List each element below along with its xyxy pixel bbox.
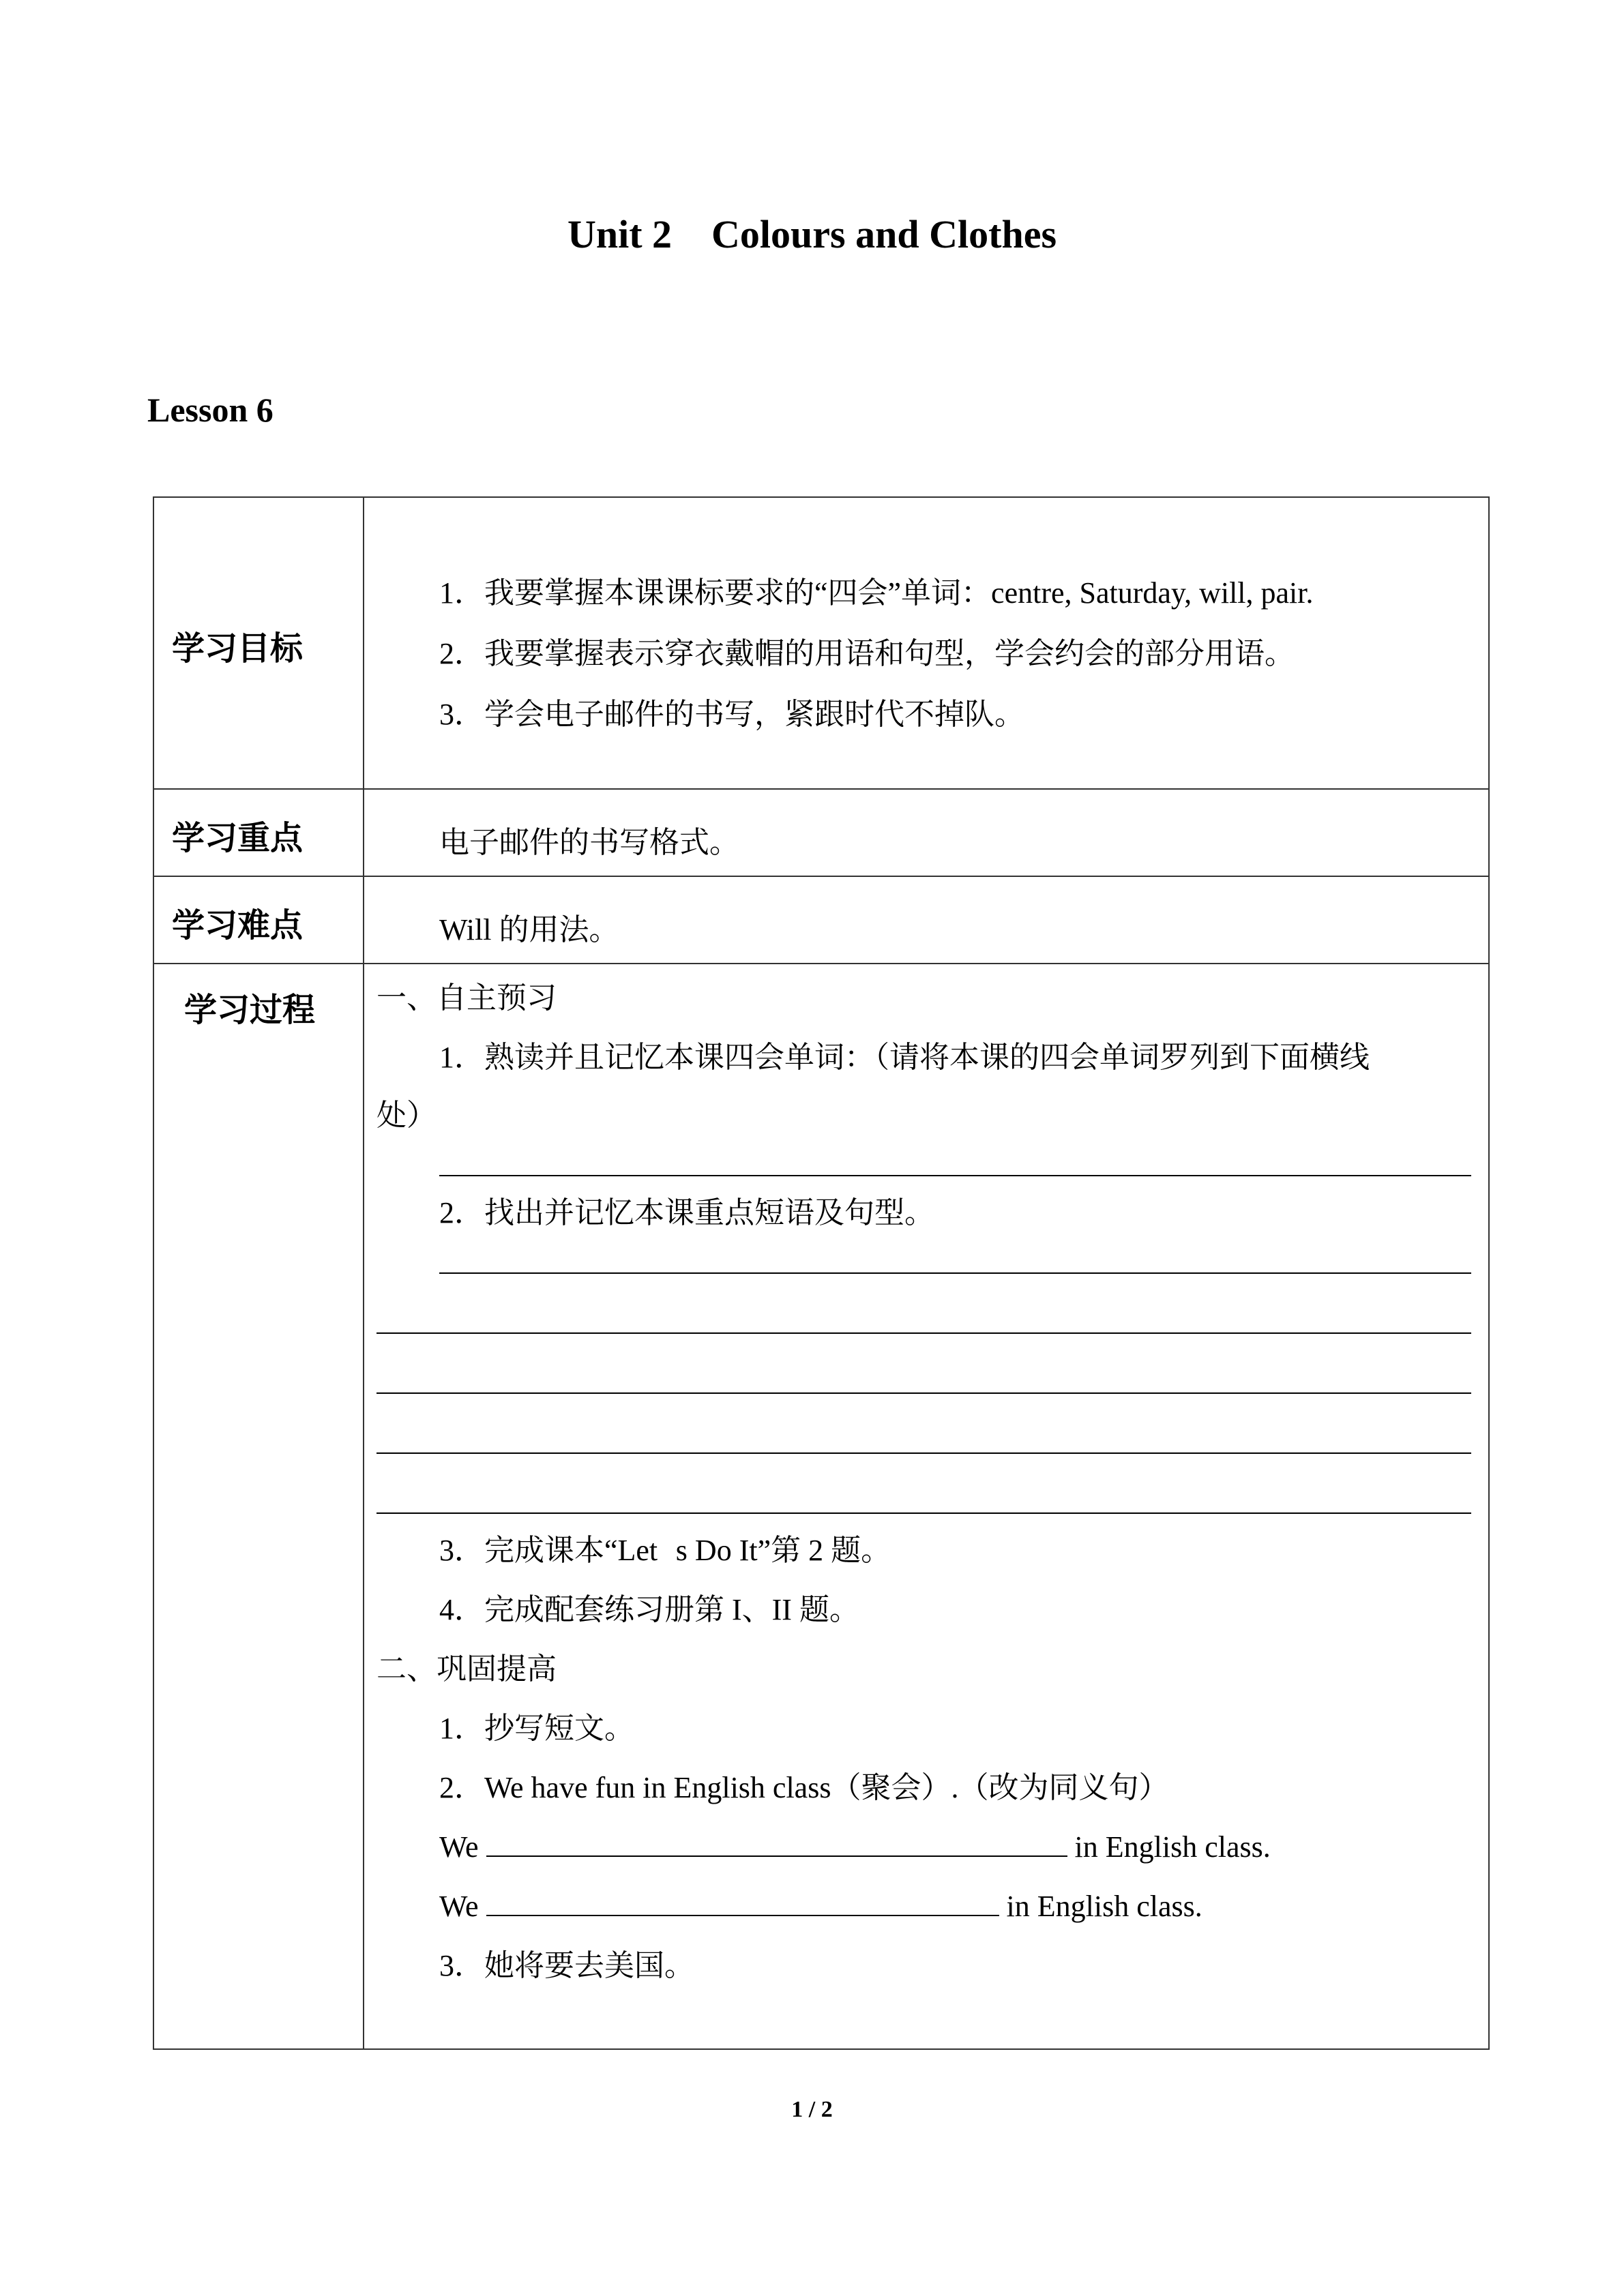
objectives-row [153, 497, 1489, 789]
key-points-content-cell [364, 789, 1489, 876]
sentence-start: We [439, 1830, 479, 1864]
difficulties-content-cell [364, 876, 1489, 964]
sentence-start: We [439, 1890, 479, 1923]
exercise-item-continued: 处） [377, 1099, 437, 1132]
difficulties-label-cell [153, 876, 364, 964]
key-points-label: 学习重点 [172, 819, 304, 857]
answer-line [439, 1175, 1471, 1176]
process-content-cell [364, 964, 1489, 2049]
fill-blank[interactable] [486, 1888, 999, 1916]
lesson-heading: Lesson 6 [147, 391, 274, 429]
objectives-label-cell [153, 497, 364, 789]
document-title: Unit 2 Colours and Clothes [567, 212, 1057, 256]
section-heading: 一、自主预习 [377, 981, 557, 1015]
difficulties-row [153, 876, 1489, 964]
key-points-text: 电子邮件的书写格式。 [439, 826, 739, 859]
page-number: 1 / 2 [791, 2097, 833, 2122]
objectives-label: 学习目标 [172, 629, 304, 668]
answer-line [377, 1392, 1471, 1394]
exercise-item: 1．熟读并且记忆本课四会单词：（请将本课的四会单词罗列到下面横线 [439, 1041, 1370, 1074]
answer-line [377, 1332, 1471, 1334]
sentence-end: in English class. [1006, 1890, 1202, 1923]
difficulties-text: Will 的用法。 [439, 913, 619, 946]
exercise-item: 2．找出并记忆本课重点短语及句型。 [439, 1196, 934, 1229]
fill-blank-sentence [364, 1828, 1488, 1866]
process-label: 学习过程 [184, 991, 316, 1029]
difficulties-label: 学习难点 [172, 906, 304, 944]
lesson-plan-table [153, 496, 1490, 2050]
exercise-item: 3．她将要去美国。 [439, 1949, 694, 1982]
fill-blank[interactable] [486, 1828, 1067, 1857]
exercise-item: 4．完成配套练习册第 I、II 题。 [439, 1593, 859, 1626]
objective-item: 2．我要掌握表示穿衣戴帽的用语和句型，学会约会的部分用语。 [439, 637, 1295, 670]
section-heading: 二、巩固提高 [377, 1652, 557, 1686]
sentence-end: in English class. [1074, 1830, 1271, 1864]
objective-item: 1．我要掌握本课课标要求的“四会”单词：centre, Saturday, will, pair. [439, 576, 1314, 610]
key-points-label-cell [153, 789, 364, 876]
fill-blank-sentence [364, 1888, 1488, 1925]
key-points-row [153, 789, 1489, 876]
exercise-item: 2．We have fun in English class（聚会）.（改为同义句） [439, 1771, 1169, 1804]
exercise-item: 1．抄写短文。 [439, 1712, 634, 1745]
process-label-cell [153, 964, 364, 2049]
answer-line [377, 1512, 1471, 1514]
answer-line [377, 1452, 1471, 1454]
answer-line [439, 1272, 1471, 1274]
objective-item: 3．学会电子邮件的书写，紧跟时代不掉队。 [439, 698, 1024, 731]
exercise-item: 3．完成课本“Lets Do It”第 2 题。 [439, 1534, 891, 1567]
process-row [153, 964, 1489, 2049]
objectives-content-cell [364, 497, 1489, 789]
